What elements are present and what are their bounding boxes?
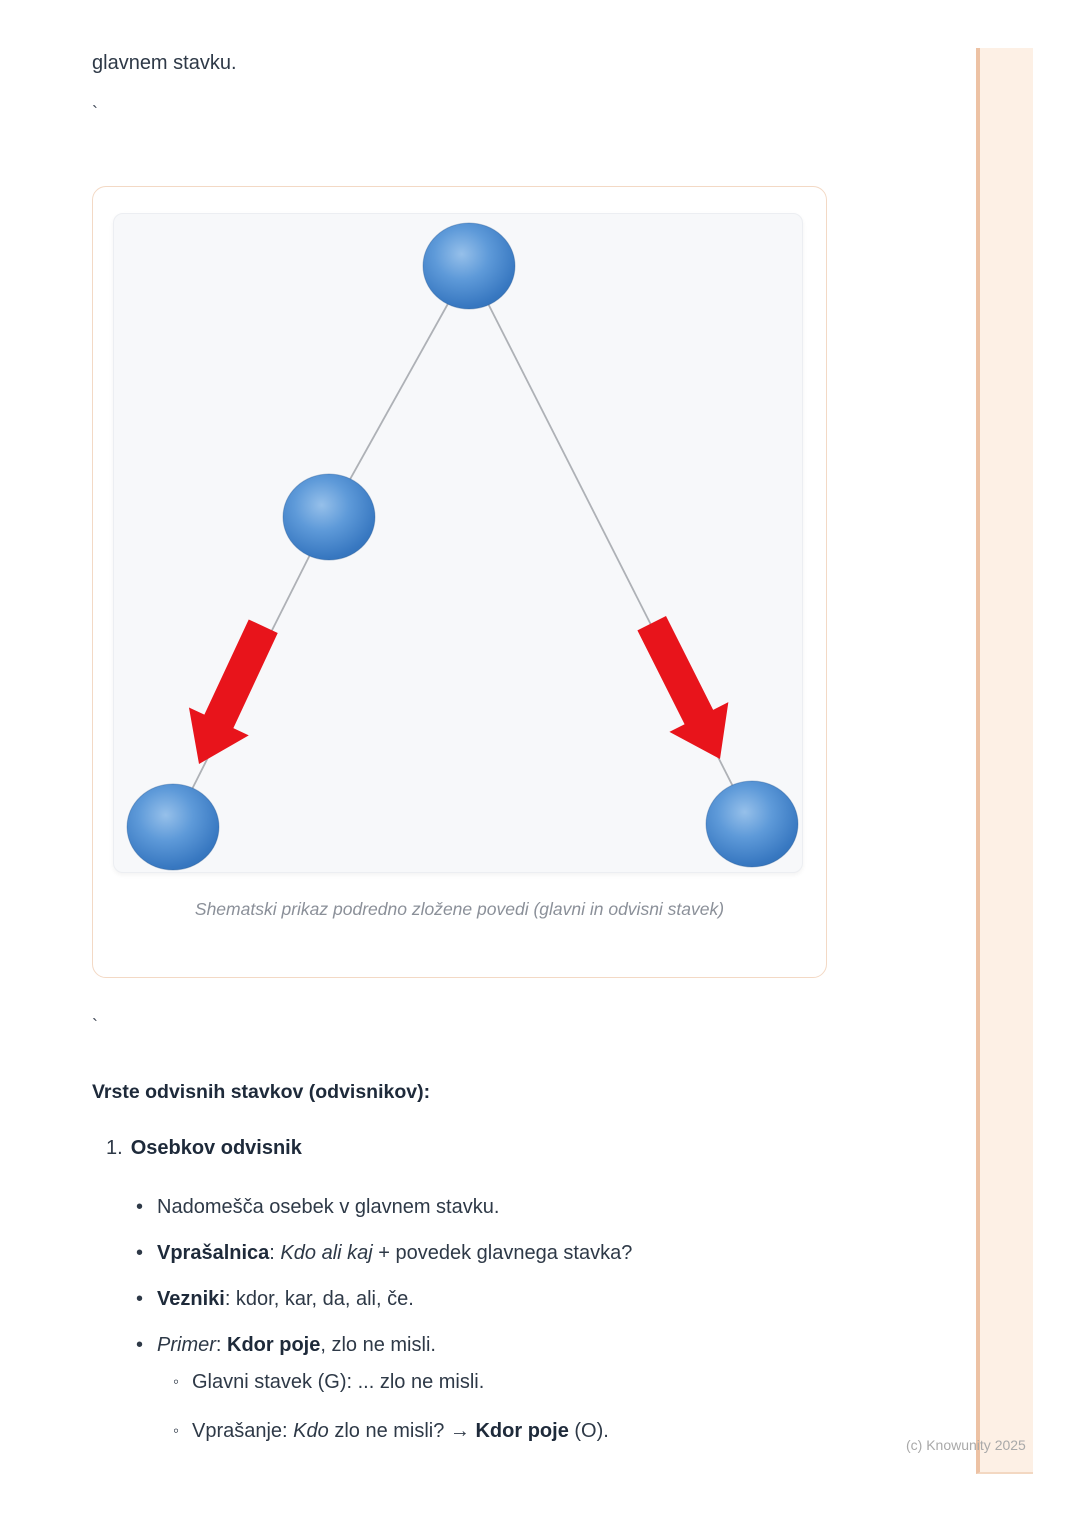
bullet-dot-icon: • [136,1242,144,1264]
bullet-item [136,1240,756,1266]
bullet-text: Vprašanje: Kdo zlo ne misli? → Kdor poje (O). [192,1420,609,1442]
section-heading: Vrste odvisnih stavkov (odvisnikov): [92,1081,431,1103]
figure-frame [92,186,827,978]
bullet-item [136,1286,756,1312]
clause-node-main-clause-top [423,223,515,309]
list-item-title: Osebkov odvisnik [130,1137,302,1159]
list-item-number: 1. [106,1137,123,1159]
bullet-text: Glavni stavek (G): ... zlo ne misli. [192,1371,485,1393]
bullet-dot-icon: • [136,1288,144,1310]
figure-caption: Shematski prikaz podredno zložene povedi (glavni in odvisni stavek) [194,899,725,919]
stray-backtick-bottom: ` [92,1016,98,1036]
bullet-item [136,1194,756,1220]
clause-node-clause-mid-left [283,474,375,560]
stray-backtick-top: ` [92,103,98,123]
intro-text-fragment: glavnem stavku. [92,52,237,74]
clause-diagram [114,214,802,872]
bullet-text: Primer: Kdor poje, zlo ne misli. [157,1334,436,1356]
figure-canvas [113,213,803,873]
clause-node-dependent-bottom-right [706,781,798,867]
bullet-item [136,1332,756,1358]
bullet-text: Vprašalnica: Kdo ali kaj + povedek glavnega stavka? [157,1242,633,1264]
numbered-list-item [106,1137,302,1160]
red-arrow-icon [622,608,749,773]
clause-node-dependent-bottom-left [127,784,219,870]
sub-bullet-item [136,1418,756,1444]
bullet-text: Nadomešča osebek v glavnem stavku. [157,1196,500,1218]
bullet-dot-icon: • [136,1334,144,1356]
copyright-note: (c) Knowunity 2025 [906,1437,1026,1453]
sub-bullet-item [136,1369,756,1395]
bullet-circle-icon: ◦ [173,1372,180,1391]
bullet-text: Vezniki: kdor, kar, da, ali, če. [157,1288,414,1310]
bullet-circle-icon: ◦ [173,1421,180,1440]
bullet-dot-icon: • [136,1196,144,1218]
bullet-list [136,1194,756,1444]
page-edge-strip [976,48,1033,1474]
red-arrow-icon [169,612,293,778]
